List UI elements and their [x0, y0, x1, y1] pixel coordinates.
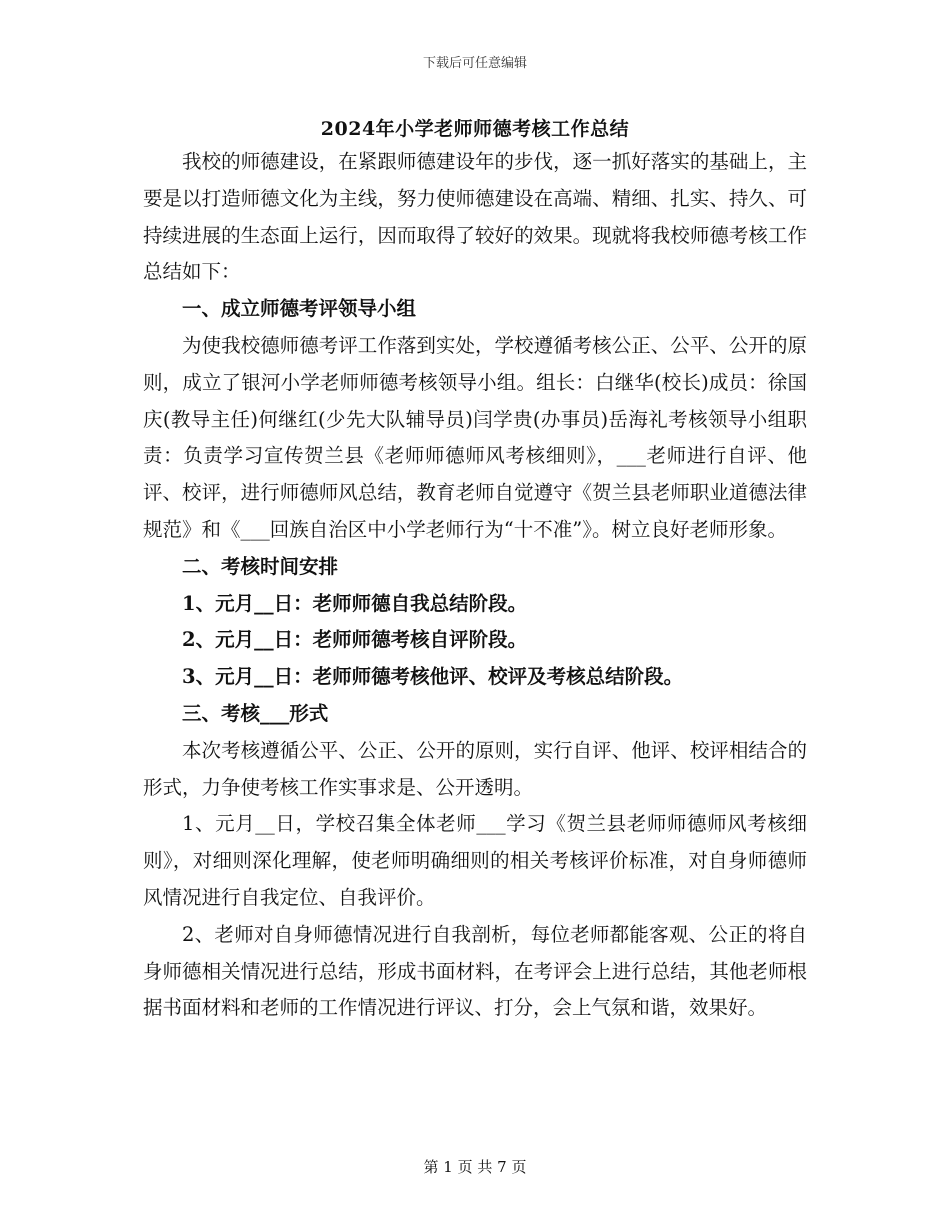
body-paragraph: 2、老师对自身师德情况进行自我剖析，每位老师都能客观、公正的将自身师德相关情况进行总结，形成书面材料，在考评会上进行总结，其他老师根据书面材料和老师的工作情况进行评议、打分，会上气氛和谐，效果好。	[143, 922, 807, 1020]
body-paragraph: 为使我校德师德考评工作落到实处，学校遵循考核公正、公平、公开的原则，成立了银河小学老师师德考核领导小组。组长：白继华(校长)成员：徐国庆(教导主任)何继红(少先大队辅导员)闫学贵(办事员)岳海礼考核领导小组职责：负责学习宣传贺兰县《老师师德师风考核细则》，___老师进行自评、他评、校评，进行师德师风总结，教育老师自觉遵守《贺兰县老师职业道德法律规范》和《___回族自治区中小学老师行为“十不准”》。树立良好老师形象。	[143, 333, 807, 541]
section-heading-1: 一、成立师德考评领导小组	[182, 297, 417, 321]
body-paragraph: 1、元月__日，学校召集全体老师___学习《贺兰县老师师德师风考核细则》，对细则深化理解，使老师明确细则的相关考核评价标准，对自身师德师风情况进行自我定位、自我评价。	[143, 812, 807, 909]
schedule-item-3: 3、元月__日：老师师德考核他评、校评及考核总结阶段。	[182, 665, 684, 689]
document-title: 2024年小学老师师德考核工作总结	[320, 118, 630, 140]
schedule-item-1: 1、元月__日：老师师德自我总结阶段。	[182, 591, 528, 615]
page-footer: 第 1 页 共 7 页	[423, 1158, 527, 1176]
intro-paragraph: 我校的师德建设，在紧跟师德建设年的步伐，逐一抓好落实的基础上，主要是以打造师德文化为主线，努力使师德建设在高端、精细、扎实、持久、可持续进展的生态面上运行，因而取得了较好的效果。现就将我校师德考核工作总结如下：	[143, 150, 807, 284]
section-heading-2: 二、考核时间安排	[182, 554, 339, 578]
page-header-note: 下载后可任意编辑	[422, 56, 527, 71]
schedule-item-2: 2、元月__日：老师师德考核自评阶段。	[182, 628, 528, 652]
section-heading-3: 三、考核___形式	[182, 701, 329, 725]
body-paragraph: 本次考核遵循公平、公正、公开的原则，实行自评、他评、校评相结合的形式，力争使考核工作实事求是、公开透明。	[143, 738, 807, 799]
document-body	[143, 144, 807, 1027]
